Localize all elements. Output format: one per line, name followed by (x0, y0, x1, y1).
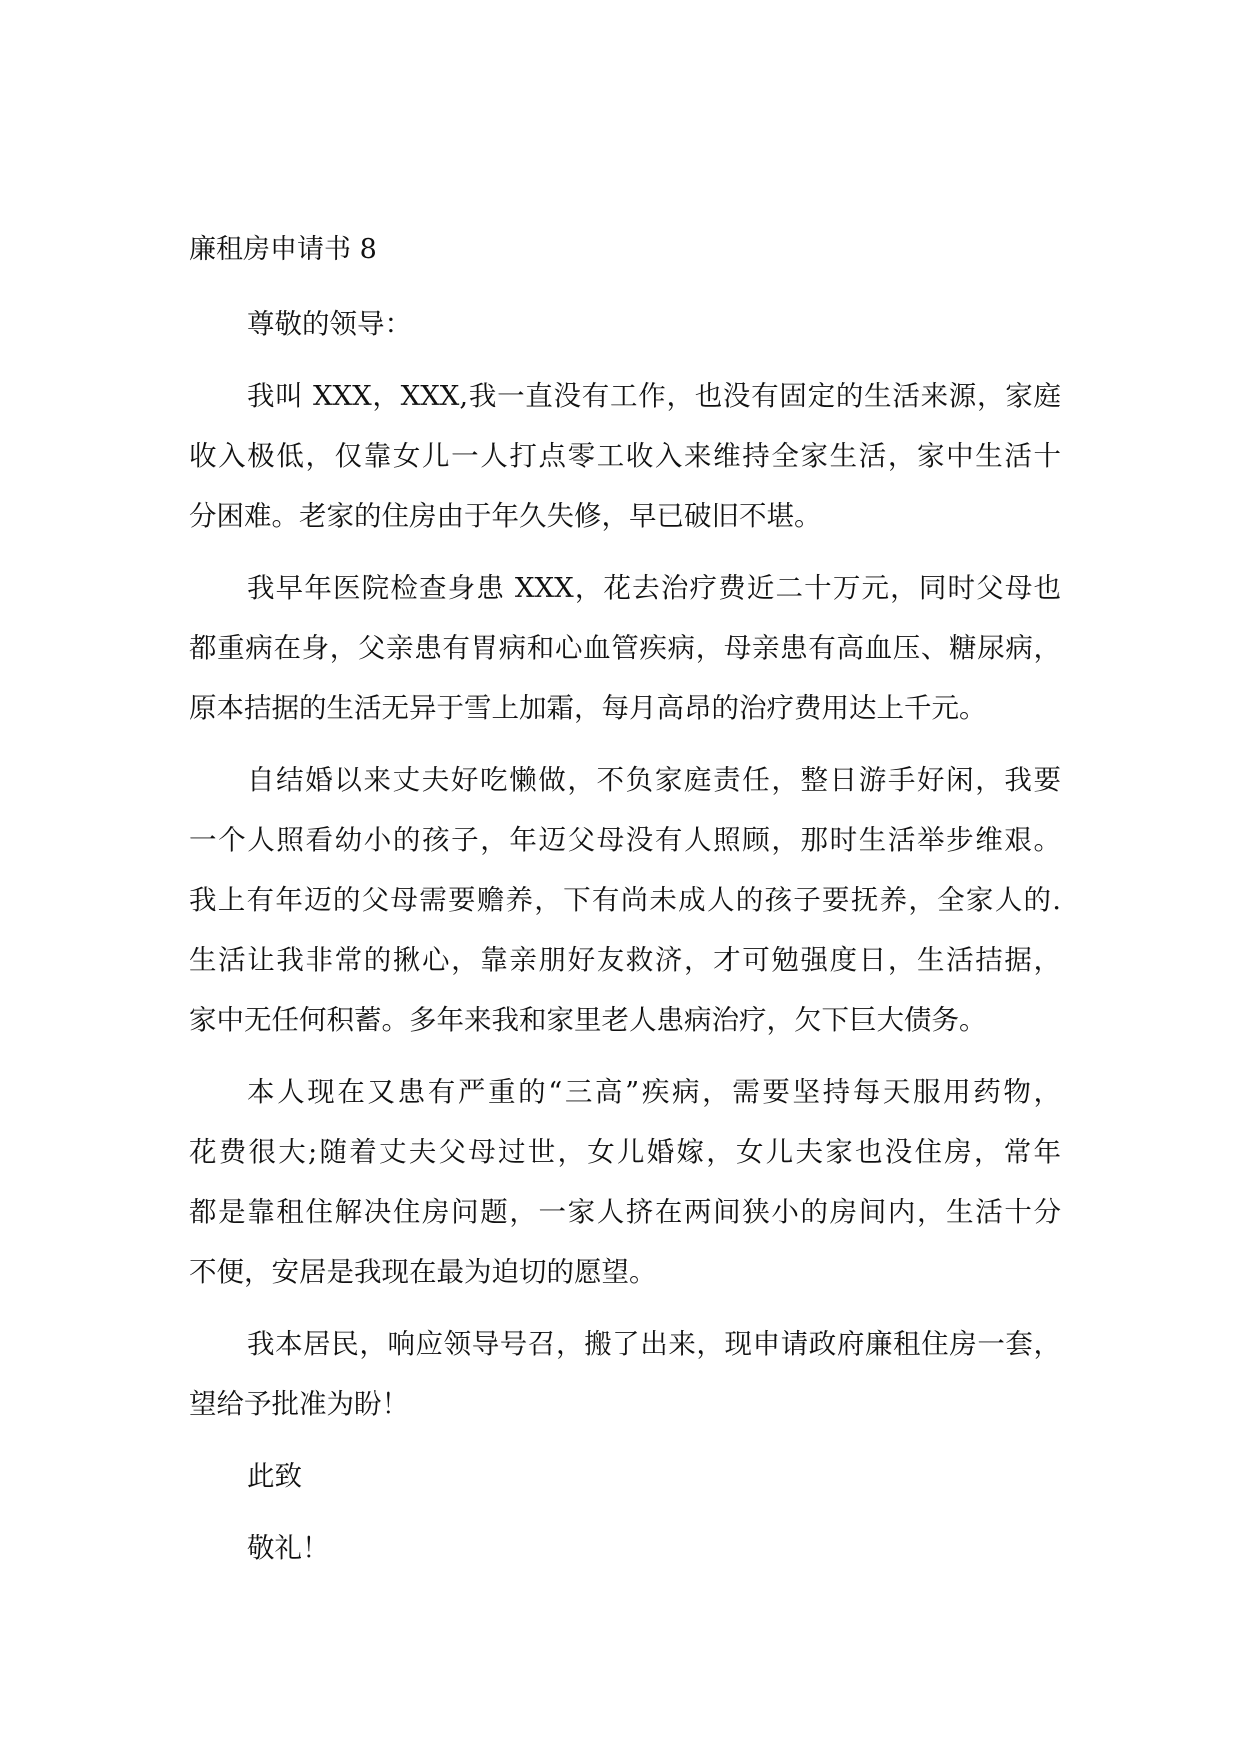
paragraph-line: 原本拮据的生活无异于雪上加霜，每月高昂的治疗费用达上千元。 (189, 692, 987, 724)
paragraph-line: 我叫 XXX，XXX,我一直没有工作，也没有固定的生活来源，家庭 (247, 380, 1061, 412)
paragraph-line: 不便，安居是我现在最为迫切的愿望。 (189, 1256, 657, 1288)
paragraph-line: 分困难。老家的住房由于年久失修，早已破旧不堪。 (189, 500, 822, 532)
paragraph-line: 收入极低，仅靠女儿一人打点零工收入来维持全家生活，家中生活十 (189, 440, 1061, 472)
paragraph-line: 本人现在又患有严重的“三高”疾病，需要坚持每天服用药物， (247, 1076, 1061, 1108)
document-page (189, 228, 1061, 1590)
salutation: 尊敬的领导： (247, 308, 412, 340)
paragraph-4 (189, 1062, 1061, 1302)
paragraph-3 (189, 750, 1061, 1050)
paragraph-line: 都是靠租住解决住房问题，一家人挤在两间狭小的房间内，生活十分 (189, 1196, 1061, 1228)
paragraph-line: 生活让我非常的揪心，靠亲朋好友救济，才可勉强度日，生活拮据， (189, 944, 1061, 976)
paragraph-line: 都重病在身，父亲患有胃病和心血管疾病，母亲患有高血压、糖尿病， (189, 632, 1061, 664)
paragraph-1 (189, 366, 1061, 546)
paragraph-line: 我上有年迈的父母需要赡养，下有尚未成人的孩子要抚养，全家人的. (189, 884, 1061, 916)
paragraph-line: 我早年医院检查身患 XXX，花去治疗费近二十万元，同时父母也 (247, 572, 1061, 604)
paragraph-line: 我本居民，响应领导号召，搬了出来，现申请政府廉租住房一套， (247, 1328, 1061, 1360)
closing-line-1: 此致 (247, 1460, 302, 1492)
paragraph-5 (189, 1314, 1061, 1434)
paragraph-line: 花费很大;随着丈夫父母过世，女儿婚嫁，女儿夫家也没住房，常年 (189, 1136, 1061, 1168)
paragraph-line: 自结婚以来丈夫好吃懒做，不负家庭责任，整日游手好闲，我要 (247, 764, 1061, 796)
closing-line-2: 敬礼！ (247, 1532, 330, 1564)
paragraph-line: 一个人照看幼小的孩子，年迈父母没有人照顾，那时生活举步维艰。 (189, 824, 1061, 856)
paragraph-2 (189, 558, 1061, 738)
paragraph-line: 望给予批准为盼！ (189, 1388, 409, 1420)
paragraph-line: 家中无任何积蓄。多年来我和家里老人患病治疗，欠下巨大债务。 (189, 1004, 987, 1036)
document-title: 廉租房申请书 8 (189, 234, 377, 265)
